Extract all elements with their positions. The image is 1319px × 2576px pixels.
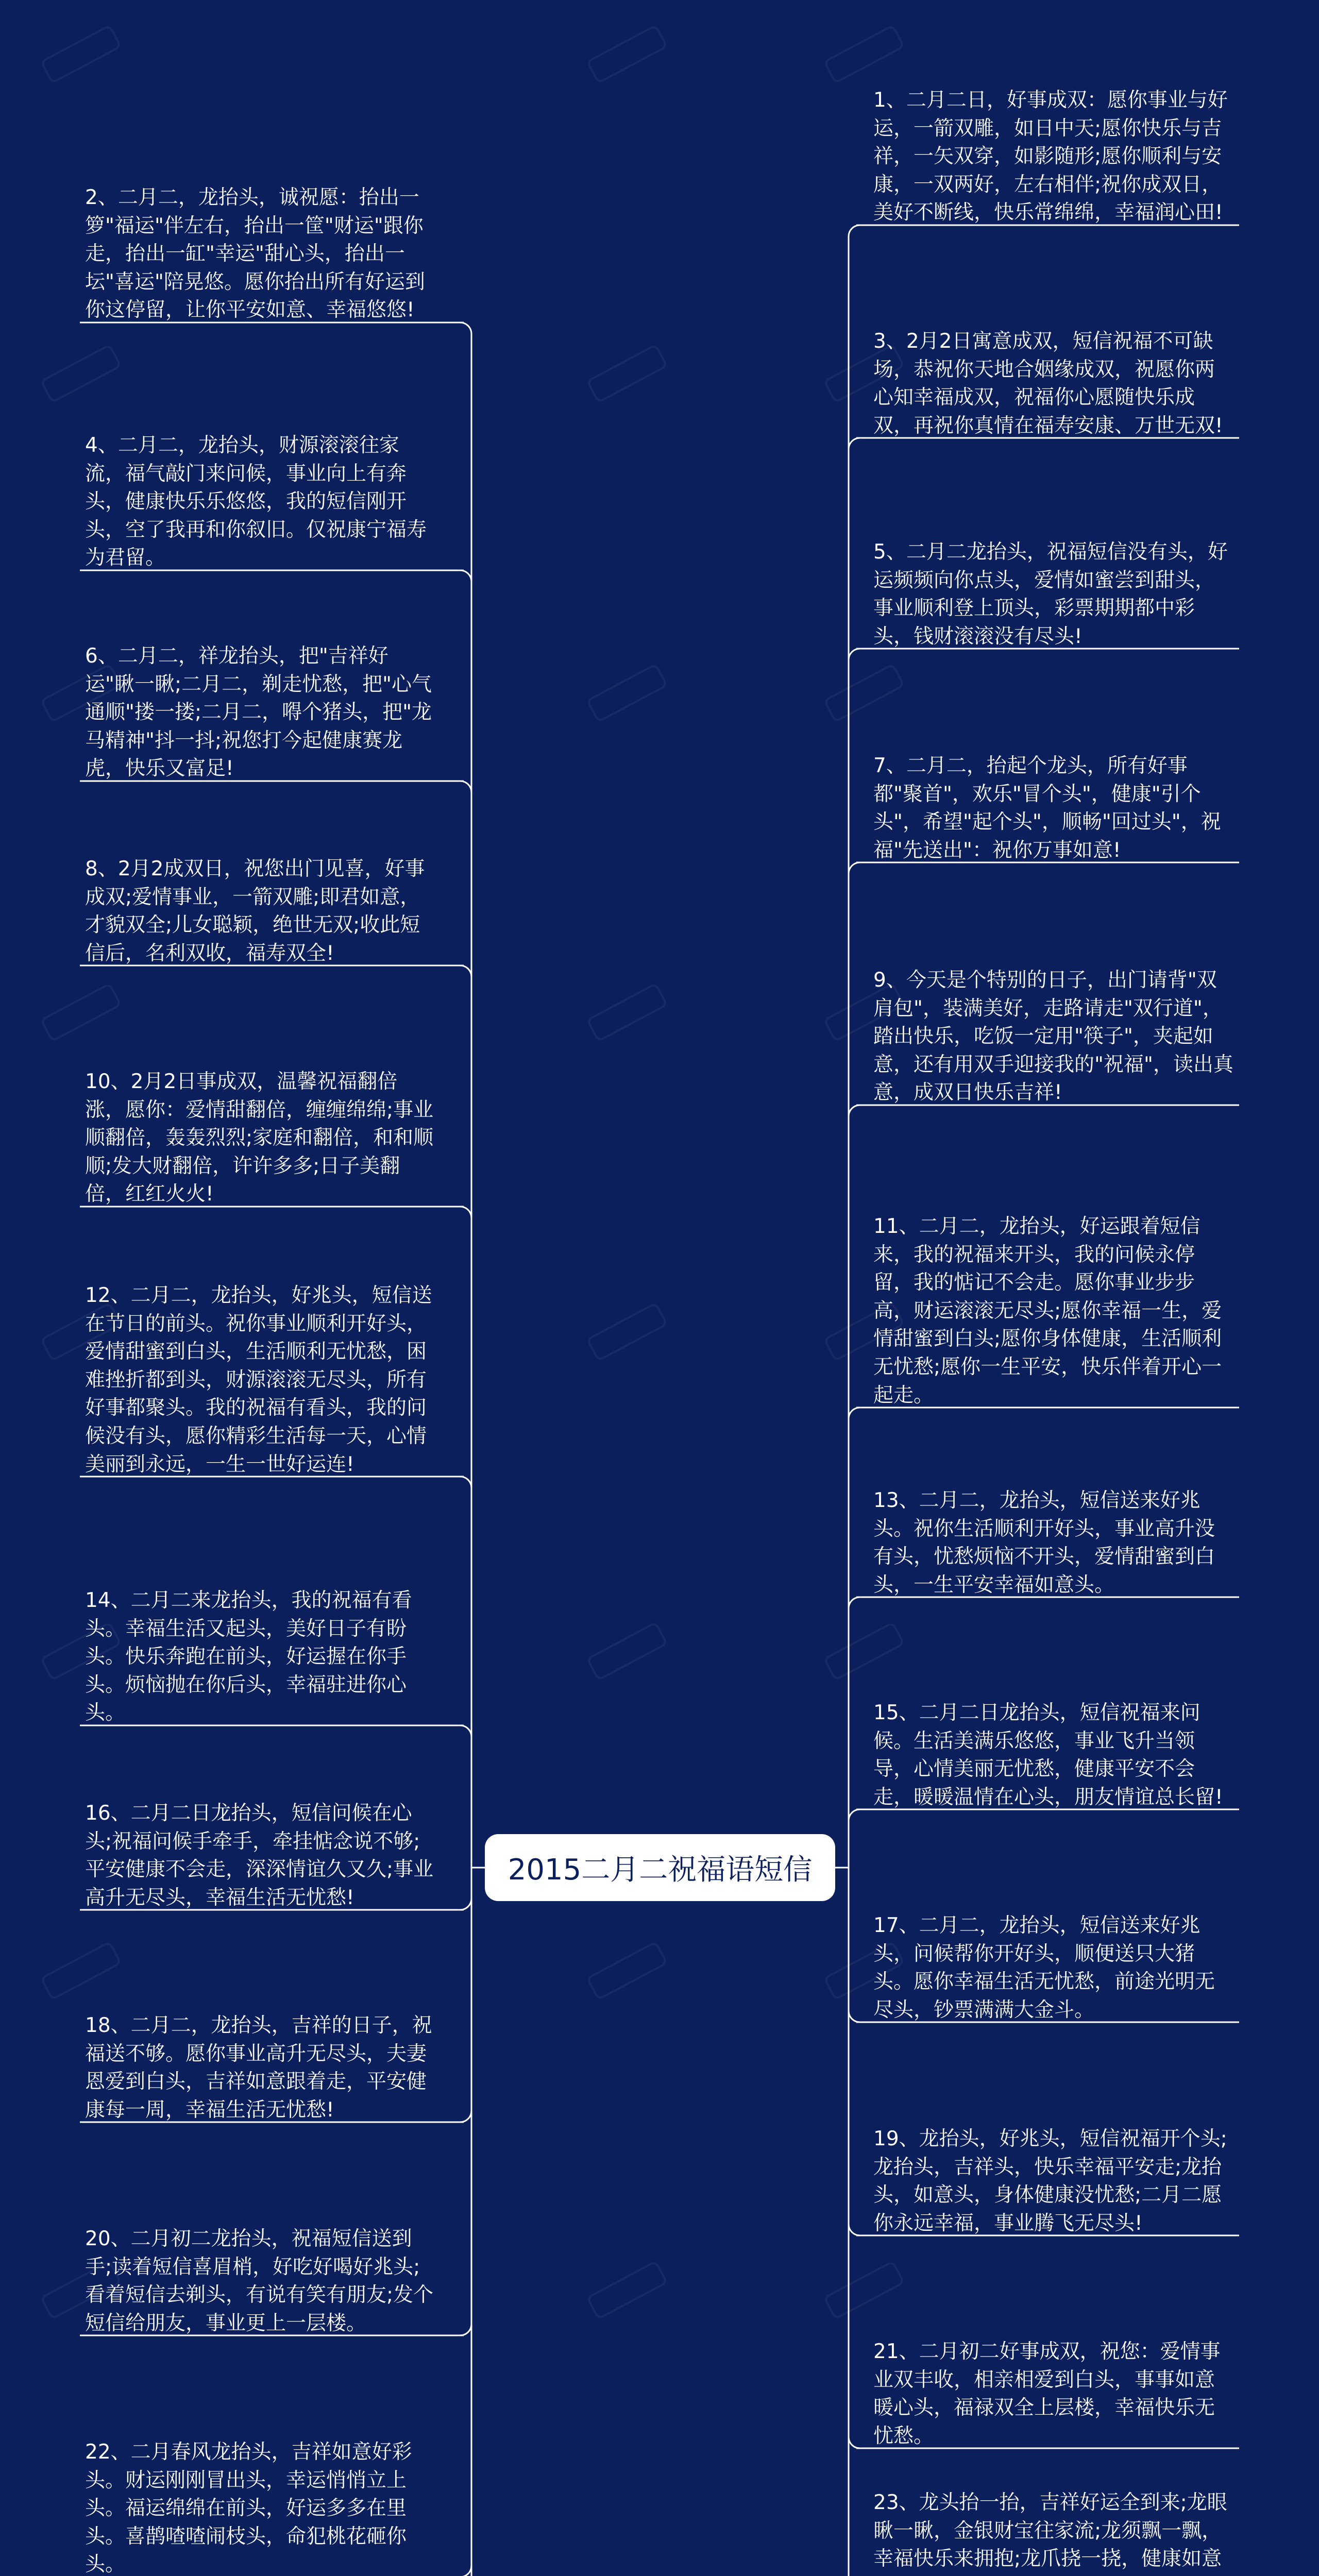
right-leaf-text-1: 1、二月二日，好事成双：愿你事业与好运，一箭双雕，如日中天;愿你快乐与吉祥，一矢双穿，如影随形;愿你顺利与安康，一双两好，左右相伴;祝你成双日，美好不断线，快乐常绵绵，幸福润心田! xyxy=(873,89,1228,225)
right-leaf-text-2: 3、2月2日寓意成双，短信祝福不可缺场，恭祝你天地合姻缘成双，祝愿你两心知幸福成双，祝福你心愿随快乐成双，再祝你真情在福寿安康、万世无双! xyxy=(873,330,1223,437)
right-branch-line-10 xyxy=(849,2224,860,2235)
right-branch-line-8 xyxy=(849,1809,860,1821)
right-leaf-text-4: 7、二月二，抬起个龙头，所有好事都"聚首"，欢乐"冒个头"，健康"引个头"，希望"起个头"，顺畅"回过头"，祝福"先送出"：祝你万事如意! xyxy=(873,754,1221,862)
right-leaf-text-11: 21、二月初二好事成双，祝您：爱情事业双丰收，相亲相爱到白头，事事如意暖心头，福禄双全上层楼，幸福快乐无忧愁。 xyxy=(873,2340,1221,2448)
left-branch-line-11 xyxy=(460,2566,471,2576)
left-branch-line-4 xyxy=(460,965,471,977)
left-leaf-text-2: 4、二月二，龙抬头，财源滚滚往家流，福气敲门来问候，事业向上有奔头，健康快乐乐悠悠，我的短信刚开头，空了我再和你叙旧。仅祝康宁福寿为君留。 xyxy=(85,434,427,570)
right-branch-line-9 xyxy=(849,2011,860,2022)
right-branch-line-11 xyxy=(849,2437,860,2448)
left-leaf-text-3: 6、二月二，祥龙抬头，把"吉祥好运"瞅一瞅;二月二，剃走忧愁，把"心气通顺"搂一搂;二月二，嘚个猪头，把"龙马精神"抖一抖;祝您打今起健康赛龙虎，快乐又富足! xyxy=(85,645,432,781)
left-branch-line-3 xyxy=(460,781,471,792)
left-leaf-text-11: 22、二月春风龙抬头，吉祥如意好彩头。财运刚刚冒出头，幸运悄悄立上头。福运绵绵在前头，好运多多在里头。喜鹊喳喳闹枝头，命犯桃花砸你头。 xyxy=(85,2441,412,2576)
left-leaf-text-9: 18、二月二，龙抬头，吉祥的日子，祝福送不够。愿你事业高升无尽头，夫妻恩爱到白头，吉祥如意跟着走，平安健康每一周，幸福生活无忧愁! xyxy=(85,2014,432,2122)
right-leaf-text-5: 9、今天是个特别的日子，出门请背"双肩包"，装满美好，走路请走"双行道"，踏出快乐，吃饭一定用"筷子"，夹起如意，还有用双手迎接我的"祝福"，读出真意，成双日快乐吉祥! xyxy=(873,969,1233,1105)
left-branch-line-6 xyxy=(460,1477,471,1488)
right-leaf-text-8: 15、二月二日龙抬头，短信祝福来问候。生活美满乐悠悠，事业飞升当领导，心情美丽无忧愁，健康平安不会走，暖暖温情在心头，朋友情谊总长留! xyxy=(873,1701,1223,1809)
left-branch-line-8 xyxy=(460,1899,471,1910)
right-branch-line-4 xyxy=(849,862,860,874)
right-branch-line-3 xyxy=(849,649,860,660)
right-leaf-text-6: 11、二月二，龙抬头，好运跟着短信来，我的祝福来开头，我的问候永停留，我的惦记不会走。愿你事业步步高，财运滚滚无尽头;愿你幸福一生，爱情甜蜜到白头;愿你身体健康，生活顺利无忧愁;愿你一生平安，快乐伴着开心一起走。 xyxy=(873,1215,1222,1407)
left-leaf-text-1: 2、二月二，龙抬头，诚祝愿：抬出一箩"福运"伴左右，抬出一筐"财运"跟你走，抬出一缸"幸运"甜心头，抬出一坛"喜运"陪晃悠。愿你抬出所有好运到你这停留，让你平安如意、幸福悠悠! xyxy=(85,186,425,322)
left-branch-line-9 xyxy=(460,2111,471,2122)
right-branch-line-1 xyxy=(849,225,860,236)
right-leaf-text-9: 17、二月二，龙抬头，短信送来好兆头，问候帮你开好头，顺便送只大猪头。愿你幸福生活无忧愁，前途光明无尽头，钞票满满大金斗。 xyxy=(873,1914,1215,2022)
right-branch-line-2 xyxy=(849,438,860,449)
right-leaf-text-7: 13、二月二，龙抬头，短信送来好兆头。祝你生活顺利开好头，事业高升没有头，忧愁烦恼不开头，爱情甜蜜到白头，一生平安幸福如意头。 xyxy=(873,1489,1215,1597)
right-leaf-text-10: 19、龙抬头，好兆头，短信祝福开个头;龙抬头，吉祥头，快乐幸福平安走;龙抬头，如意头，身体健康没忧愁;二月二愿你永远幸福，事业腾飞无尽头! xyxy=(873,2127,1227,2235)
right-leaf-text-12: 23、龙头抬一抬，吉祥好运全到来;龙眼瞅一瞅，金银财宝往家流;龙须飘一飘，幸福快乐来拥抱;龙爪挠一挠，健康如意 xyxy=(873,2491,1227,2571)
left-leaf-text-5: 10、2月2日事成双，温馨祝福翻倍涨，愿你：爱情甜翻倍，缠缠绵绵;事业顺翻倍，轰轰烈烈;家庭和翻倍，和和顺顺;发大财翻倍，许许多多;日子美翻倍，红红火火! xyxy=(85,1070,434,1206)
left-branch-line-7 xyxy=(460,1725,471,1737)
right-branch-line-7 xyxy=(849,1597,860,1608)
left-branch-line-10 xyxy=(460,2324,471,2335)
right-branch-line-5 xyxy=(849,1105,860,1116)
left-branch-line-1 xyxy=(460,323,471,334)
left-leaf-text-4: 8、2月2成双日，祝您出门见喜，好事成双;爱情事业，一箭双雕;即君如意，才貌双全;儿女聪颖，绝世无双;收此短信后，名利双收，福寿双全! xyxy=(85,857,425,965)
left-leaf-text-10: 20、二月初二龙抬头，祝福短信送到手;读着短信喜眉梢，好吃好喝好兆头;看着短信去剃头，有说有笑有朋友;发个短信给朋友，事业更上一层楼。 xyxy=(85,2227,434,2335)
right-leaf-text-3: 5、二月二龙抬头，祝福短信没有头，好运频频向你点头，爱情如蜜尝到甜头，事业顺利登上顶头，彩票期期都中彩头，钱财滚滚没有尽头! xyxy=(873,540,1228,648)
left-branch-line-5 xyxy=(460,1207,471,1218)
left-leaf-text-7: 14、二月二来龙抬头，我的祝福有看头。幸福生活又起头，美好日子有盼头。快乐奔跑在前头，好运握在你手头。烦恼抛在你后头，幸福驻进你心头。 xyxy=(85,1589,412,1725)
left-branch-line-2 xyxy=(460,570,471,582)
right-branch-line-6 xyxy=(849,1408,860,1419)
center-topic-node: 2015二月二祝福语短信 xyxy=(485,1834,835,1901)
left-leaf-text-6: 12、二月二，龙抬头，好兆头，短信送在节日的前头。祝你事业顺利开好头，爱情甜蜜到白头，生活顺利无忧愁，困难挫折都到头，财源滚滚无尽头，所有好事都聚头。我的祝福有看头，我的问候没有头，愿你精彩生活每一天，心情美丽到永远，一生一世好运连! xyxy=(85,1284,432,1476)
left-leaf-text-8: 16、二月二日龙抬头，短信问候在心头;祝福问候手牵手，牵挂惦念说不够;平安健康不会走，深深情谊久又久;事业高升无尽头，幸福生活无忧愁! xyxy=(85,1802,434,1909)
